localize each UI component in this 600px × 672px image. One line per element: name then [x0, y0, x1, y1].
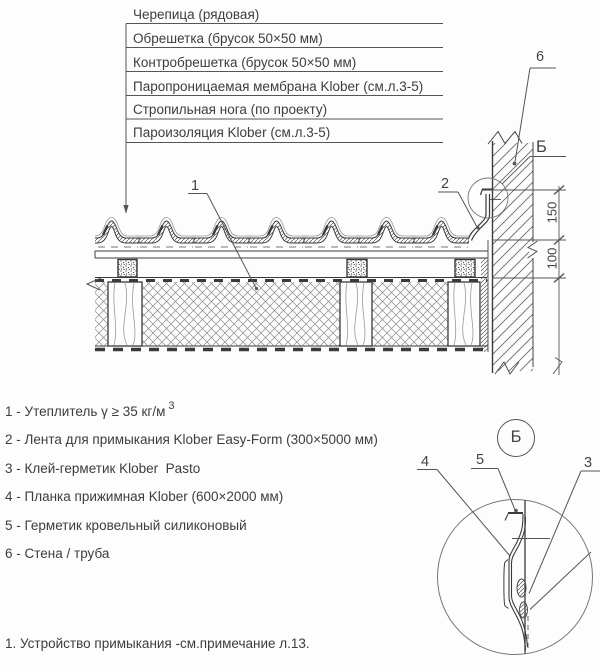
- roof-section: [81, 218, 488, 350]
- sealant-point: [514, 509, 518, 513]
- glue-bead-upper: [517, 579, 526, 597]
- detail-view: [438, 420, 593, 655]
- footer-note: 1. Устройство примыкания -см.примечание л.13.: [5, 636, 310, 651]
- layer-label-tiles: Черепица (рядовая): [133, 7, 260, 22]
- legend-item-5: 5 - Герметик кровельный силиконовый: [5, 518, 247, 533]
- legend-item-1: [5, 400, 175, 419]
- callout-6-wall: 6: [536, 49, 545, 65]
- node-marker-bubble: Б: [510, 428, 522, 446]
- callout-4-plank: 4: [421, 454, 430, 470]
- dim-150: 150: [544, 201, 560, 224]
- node-marker-top: Б: [536, 138, 547, 156]
- layer-label-counterbattens: Контробрешетка (брусок 50×50 мм): [133, 55, 357, 70]
- wall-gap-strip: [481, 258, 488, 352]
- counter-battens: [118, 260, 475, 278]
- callout-stack-lines: [123, 24, 443, 215]
- layer-label-battens: Обрешетка (брусок 50×50 мм): [133, 31, 323, 46]
- legend-item-3: 3 - Клей-герметик Klober Pasto: [5, 461, 201, 476]
- insulation: [95, 282, 480, 346]
- legend-item-1-text: 1 - Утеплитель γ ≥ 35 кг/м: [5, 404, 166, 419]
- callout-1-insulation: 1: [191, 178, 200, 194]
- detail-view-circle: [438, 500, 593, 655]
- legend-item-6: 6 - Стена / труба: [5, 546, 110, 561]
- legend-item-1-superscript: 3: [168, 400, 175, 412]
- deck-lines: [95, 251, 488, 258]
- callout-3-glue: 3: [584, 455, 593, 471]
- leader-arrowhead: [123, 205, 128, 214]
- layer-label-vapor-barrier: Пароизоляция Klober (см.л.3-5): [133, 125, 331, 140]
- dim-line-break: [553, 358, 562, 375]
- layer-label-membrane: Паропроницаемая мембрана Klober (см.л.3-5): [133, 79, 424, 94]
- detail-clip: [504, 560, 509, 609]
- callout-5-sealant: 5: [476, 452, 485, 468]
- layer-label-rafter: Стропильная нога (по проекту): [133, 102, 328, 117]
- dim-100: 100: [544, 247, 560, 270]
- legend-item-2: 2 - Лента для примыкания Klober Easy-Form (300×5000 мм): [5, 432, 378, 447]
- wall-hatch: [493, 143, 533, 371]
- legend-item-4: 4 - Планка прижимная Klober (600×2000 мм): [5, 489, 284, 504]
- vapor-barrier: [95, 346, 488, 350]
- glue-bead-lower: [520, 602, 528, 618]
- membrane-layer: [95, 278, 487, 281]
- tile-band: [81, 218, 472, 248]
- wall-section: [481, 132, 541, 375]
- callout-2-tape: 2: [441, 176, 450, 192]
